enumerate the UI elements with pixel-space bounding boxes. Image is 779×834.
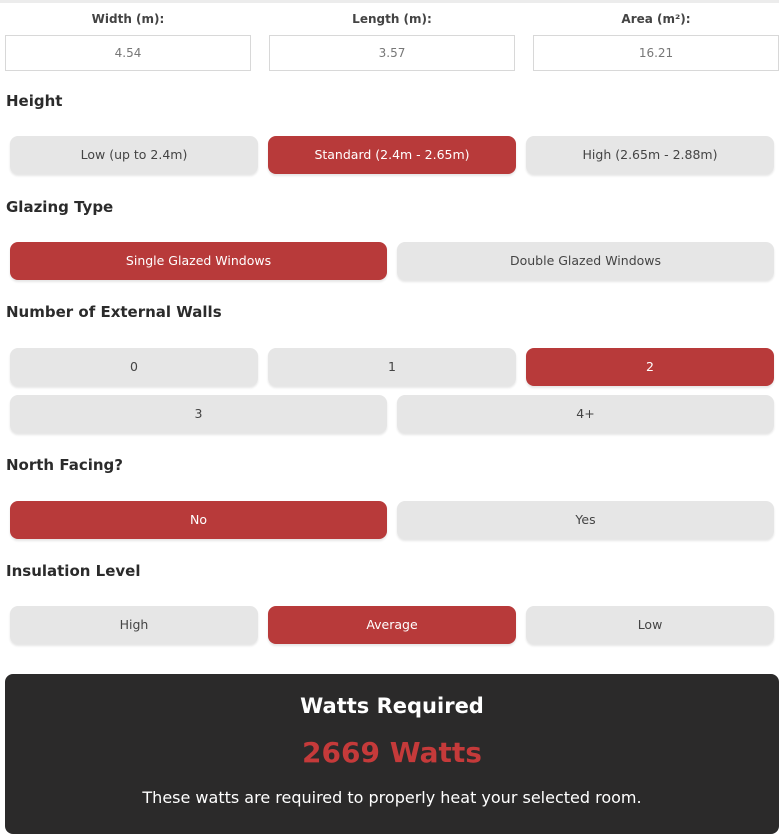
glazing-title: Glazing Type <box>6 198 114 216</box>
height-option-high[interactable]: High (2.65m - 2.88m) <box>526 136 774 174</box>
width-label: Width (m): <box>91 12 165 26</box>
result-value: 2669 Watts <box>302 736 482 769</box>
width-input[interactable]: 4.54 <box>5 35 251 71</box>
walls-option-0[interactable]: 0 <box>10 348 258 386</box>
height-option-low[interactable]: Low (up to 2.4m) <box>10 136 258 174</box>
walls-option-3[interactable]: 3 <box>10 395 387 433</box>
walls-option-1[interactable]: 1 <box>268 348 516 386</box>
area-input[interactable]: 16.21 <box>533 35 779 71</box>
walls-option-2[interactable]: 2 <box>526 348 774 386</box>
glazing-option-double[interactable]: Double Glazed Windows <box>397 242 774 280</box>
length-label: Length (m): <box>352 12 432 26</box>
length-input[interactable]: 3.57 <box>269 35 515 71</box>
height-title: Height <box>6 92 63 110</box>
walls-title: Number of External Walls <box>6 303 222 321</box>
insulation-option-average[interactable]: Average <box>268 606 516 644</box>
result-title: Watts Required <box>300 694 484 718</box>
area-label: Area (m²): <box>621 12 691 26</box>
walls-option-4plus[interactable]: 4+ <box>397 395 774 433</box>
insulation-title: Insulation Level <box>6 562 141 580</box>
north-option-no[interactable]: No <box>10 501 387 539</box>
top-divider <box>0 0 779 3</box>
insulation-option-high[interactable]: High <box>10 606 258 644</box>
result-description: These watts are required to properly heat your selected room. <box>142 788 642 807</box>
insulation-option-low[interactable]: Low <box>526 606 774 644</box>
north-option-yes[interactable]: Yes <box>397 501 774 539</box>
glazing-option-single[interactable]: Single Glazed Windows <box>10 242 387 280</box>
north-title: North Facing? <box>6 456 123 474</box>
height-option-standard[interactable]: Standard (2.4m - 2.65m) <box>268 136 516 174</box>
result-panel <box>5 674 779 834</box>
